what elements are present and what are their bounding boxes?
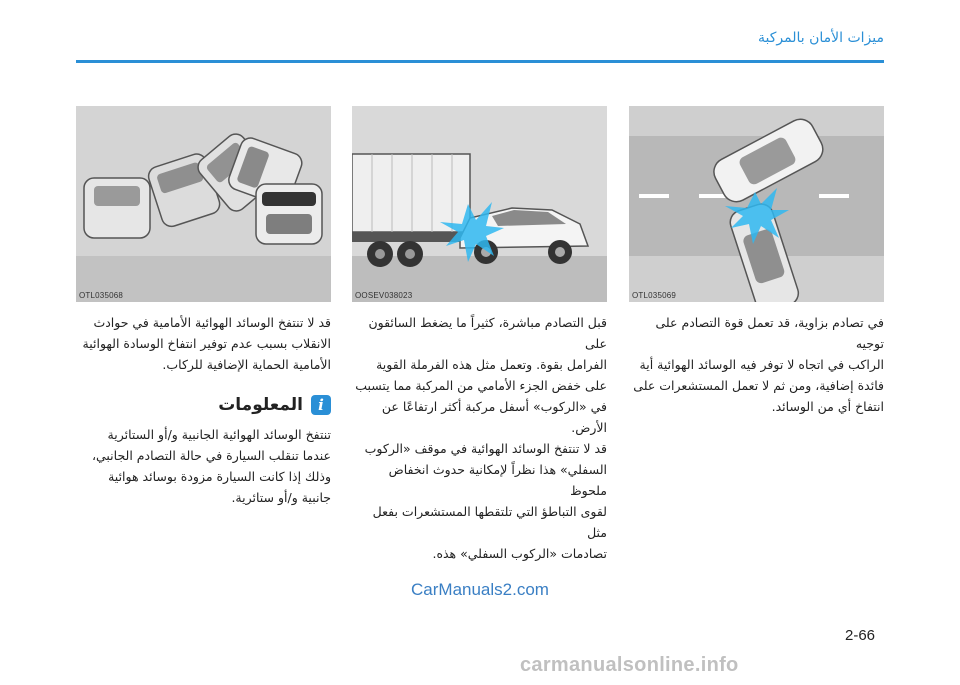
paragraph-line: فائدة إضافية، ومن ثم لا تعمل المستشعرات على	[633, 378, 884, 393]
figure-code: OTL035069	[632, 291, 677, 300]
rollover-illustration	[76, 106, 331, 302]
figure-code: OOSEV038023	[355, 291, 413, 300]
information-heading	[76, 392, 331, 418]
paragraph-line: على خفض الجزء الأمامي من المركبة مما يتسبب	[355, 378, 607, 393]
paragraph-line: الراكب في اتجاه لا توفر فيه الوسائد الهوائية أية	[639, 357, 884, 372]
header-rule	[76, 60, 884, 63]
paragraph-line: السفلي» هذا نظراً لإمكانية حدوث انخفاض ملحوظ	[388, 462, 607, 498]
paragraph-line: الفرامل بقوة. وتعمل مثل هذه الفرملة القوية	[376, 357, 607, 372]
paragraph-line: قبل التصادم مباشرة، كثيراً ما يضغط السائقون على	[368, 315, 607, 351]
page-number: 2-66	[845, 627, 876, 644]
paragraph-line: جانبية و/أو ستائرية.	[231, 490, 331, 505]
paragraph-line: تنتفخ الوسائد الهوائية الجانبية و/أو الستائرية	[107, 427, 331, 442]
paragraph-line: في تصادم بزاوية، قد تعمل قوة التصادم على توجيه	[655, 315, 884, 351]
angled-collision-illustration	[629, 106, 884, 302]
text-angled-collision	[629, 312, 884, 417]
text-underride-collision	[352, 312, 607, 564]
bottom-watermark: carmanualsonline.info	[520, 654, 739, 676]
paragraph-line: عندما تنقلب السيارة في حالة التصادم الجانبي،	[91, 448, 331, 463]
paragraph-line: الأمامية الحماية الإضافية للركاب.	[162, 357, 331, 372]
figure-rollover	[76, 106, 331, 302]
figure-angled-collision	[629, 106, 884, 302]
info-title: المعلومات	[218, 395, 303, 415]
paragraph-line: في «الركوب» أسفل مركبة أكثر ارتفاعًا عن الأرض.	[381, 399, 607, 435]
text-information	[76, 424, 331, 508]
paragraph-line: قد لا تنتفخ الوسائد الهوائية في موقف «الركوب	[364, 441, 607, 456]
site-watermark: CarManuals2.com	[411, 580, 549, 599]
figure-code: OTL035068	[79, 291, 124, 300]
paragraph-line: قد لا تنتفخ الوسائد الهوائية الأمامية في حوادث	[93, 315, 331, 330]
paragraph-line: وذلك إذا كانت السيارة مزودة بوسائد هوائية	[108, 469, 331, 484]
figure-underride-collision	[352, 106, 607, 302]
paragraph-line: الانقلاب بسبب عدم توفير انتفاخ الوسادة الهوائية	[82, 336, 331, 351]
underride-truck-collision-illustration	[352, 106, 607, 302]
header-title: ميزات الأمان بالمركبة	[758, 30, 884, 46]
text-rollover	[76, 312, 331, 375]
paragraph-line: انتفاخ أي من الوسائد.	[771, 399, 884, 414]
paragraph-line: لقوى التباطؤ التي تلتقطها المستشعرات بفعل مثل	[372, 504, 607, 540]
paragraph-line: تصادمات «الركوب السفلي» هذه.	[432, 546, 607, 561]
info-icon: i	[311, 395, 331, 415]
